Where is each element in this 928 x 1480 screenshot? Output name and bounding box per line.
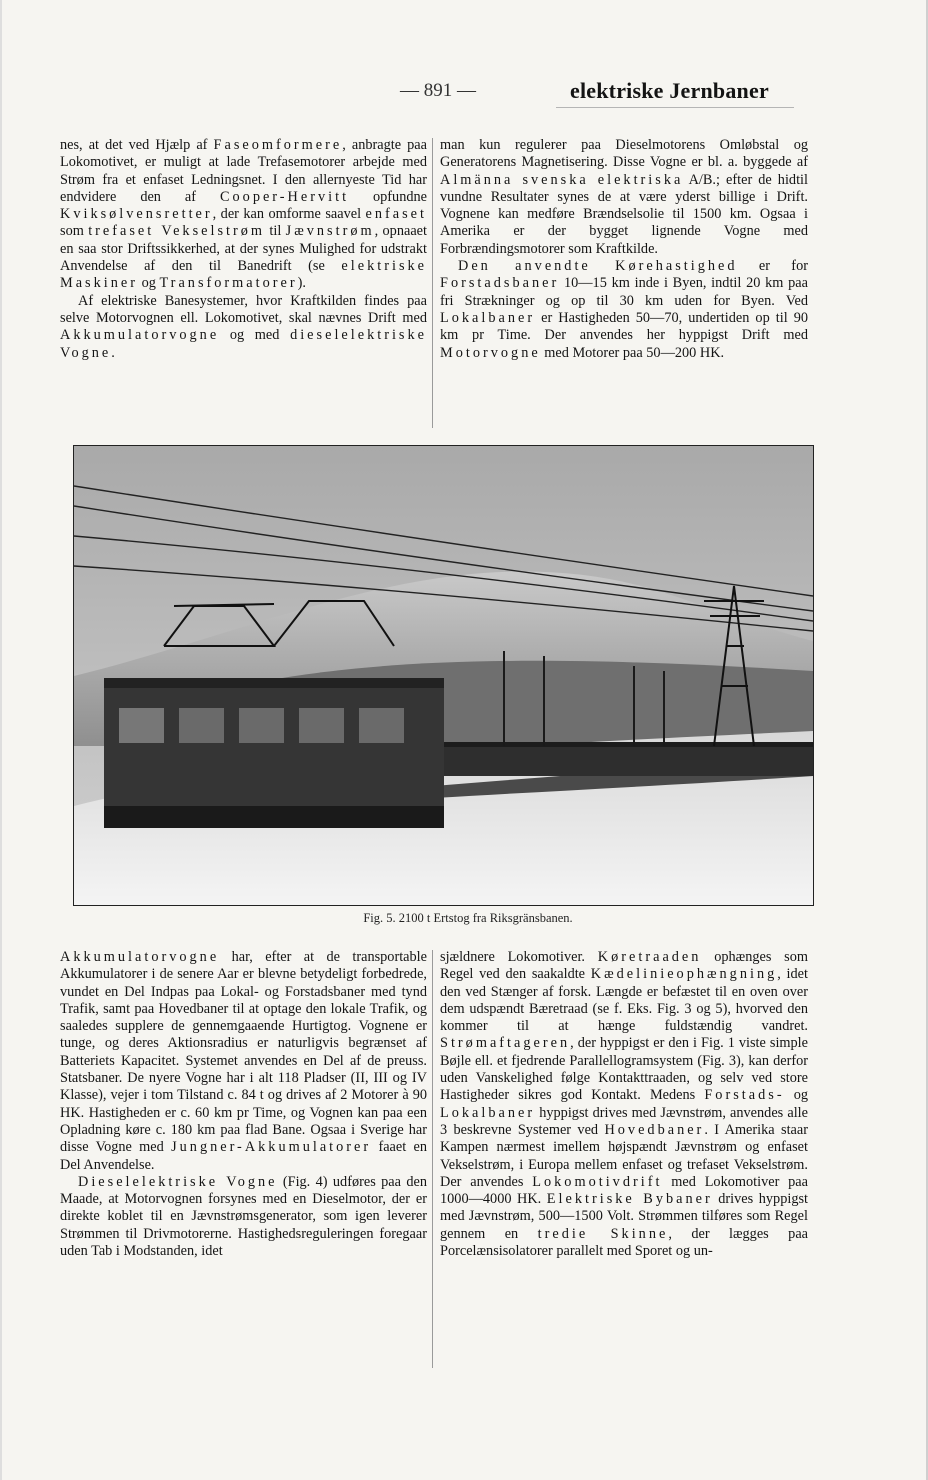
text-run: er for bbox=[737, 258, 808, 275]
spaced-term: Jungner-Akkumulatorer bbox=[171, 1139, 372, 1156]
text-run: , der kan omforme saavel bbox=[212, 206, 366, 223]
running-head-title: elektriske Jernbaner bbox=[570, 78, 769, 103]
paragraph bbox=[60, 949, 427, 1174]
spaced-term: Forstads- bbox=[704, 1087, 785, 1104]
text-run: 10—15 km inde i Byen, indtil 20 km paa fri Strækninger og op til 30 km uden for Byen. Ved bbox=[440, 275, 808, 309]
paragraph bbox=[60, 293, 427, 362]
figure-caption: Fig. 5. 2100 t Ertstog fra Riksgränsbanen. bbox=[363, 911, 573, 925]
spaced-term: Motorvogne bbox=[440, 344, 541, 361]
text-run: har, efter at de transportable Akkumulatorer i de senere Aar er blevne betydeligt forbedrede, vundet en Del Indpas paa Lokal- og Forstadsbaner med tynd Trafik, samt paa Hovedbaner til at optage den lokale Trafik, og saaledes supplere de gennemgaaende Hurtigtog. Vognene er tunge, og deres Aktionsradius er naturligvis begrænset af Batteriets Kapacitet. Systemet anvendes en Del af de preuss. Statsbaner. De nyere Vogne har i alt 118 Pladser (II, III og IV Klasse), vejer i tom Tilstand c. 84 t og drives af 2 Motorer à 90 HK. Hastigheden er c. 60 km pr Time, og Vognen kan paa een Opladning køre c. 180 km paa flad Bane. Ogsaa i Sverige har disse Vogne med bbox=[60, 949, 427, 1156]
spaced-term: Dieselelektriske Vogne bbox=[78, 1173, 278, 1190]
text-run: Af elektriske Banesystemer, hvor Kraftkilden findes paa selve Motorvognen ell. Lokomotivet, skal nævnes Drift med bbox=[60, 292, 427, 326]
text-run: opfundne bbox=[349, 188, 427, 205]
column-divider-top bbox=[432, 138, 433, 428]
text-run: og med bbox=[219, 327, 291, 344]
text-run: . bbox=[111, 344, 115, 361]
text-run: til bbox=[265, 223, 286, 240]
spaced-term: Kviksølvensretter bbox=[60, 206, 213, 223]
spaced-term: Cooper-Hervitt bbox=[219, 188, 350, 205]
text-run: ophænges som Regel ved den saakaldte bbox=[440, 949, 809, 983]
text-run: og bbox=[784, 1087, 808, 1104]
column-bottom-left bbox=[60, 949, 427, 1260]
text-run: som bbox=[60, 223, 89, 240]
paragraph bbox=[60, 137, 427, 293]
spaced-term: Almänna svenska elektriska bbox=[440, 171, 684, 188]
text-run: , idet den ved Stænger af forsk. Længde er befæstet til en oven over dem udspændt Bæretraad (se f. Eks. Fig. 3 og 5), hvorved den kommer til at hænge fuldstændig vandret. bbox=[440, 966, 808, 1035]
spaced-term: dieselelektriske Vogne bbox=[60, 327, 427, 361]
spaced-term: Faseomformere bbox=[213, 137, 343, 153]
text-run: , der hyppigst er den i Fig. 1 viste simple Bøjle ell. et fjedrende Parallellogramsystem (Fig. 3), kan derfor uden Vanskelighed følge Kontakttraaden, og selv ved store Hastigheder sikres god Kontakt. Medens bbox=[440, 1035, 808, 1104]
header-rule bbox=[556, 107, 794, 108]
figure-photo-ore-train bbox=[73, 445, 814, 906]
spaced-term: Lokalbaner bbox=[440, 309, 536, 326]
text-run: er Hastigheden 50—70, undertiden op til 90 km pr Time. Der anvendes her hyppigst Drift med bbox=[440, 309, 808, 344]
text-run: . I Amerika staar Kampen nærmest imellem højspændt Jævnstrøm og enfaset Vekselstrøm, i Europa mellem enfaset og trefaset Vekselstrøm. Der anvendes bbox=[440, 1121, 808, 1190]
electric-locomotive bbox=[104, 678, 444, 828]
spaced-term: tredie Skinne bbox=[537, 1225, 669, 1242]
text-run: , anbragte paa Lokomotivet, er muligt at lade Trefasemotorer arbejde med Strøm fra et enfaset Ledningsnet. I den allernyeste Tid har endvidere den af bbox=[60, 137, 427, 205]
text-run: med Motorer paa 50—200 HK. bbox=[540, 344, 725, 361]
paragraph bbox=[60, 1174, 427, 1260]
text-run: og bbox=[138, 275, 160, 292]
text-run: sjældnere Lokomotiver. bbox=[440, 949, 598, 965]
paragraph bbox=[440, 137, 808, 258]
spaced-term: Akkumulatorvogne bbox=[60, 327, 220, 344]
column-top-left bbox=[60, 137, 427, 362]
spaced-term: elektriske Maskiner bbox=[60, 258, 427, 292]
spaced-term: Forstadsbaner bbox=[440, 275, 560, 292]
text-run: drives hyppigst med Jævnstrøm, 500—1500 Volt. Strømmen tilføres som Regel gennem en bbox=[440, 1191, 808, 1242]
text-run: med Lokomotiver paa 1000—4000 HK. bbox=[440, 1173, 809, 1208]
spaced-term: Lokalbaner bbox=[440, 1104, 536, 1121]
text-run: , opnaaet en saa stor Driftssikkerhed, at der synes Mulighed for udstrakt Anvendelse af den til Banedrift (se bbox=[60, 223, 427, 275]
spaced-term: trefaset Vekselstrøm bbox=[88, 223, 266, 240]
paragraph bbox=[440, 949, 808, 1260]
paragraph bbox=[440, 258, 808, 362]
spaced-term: Strømaftageren bbox=[440, 1035, 571, 1052]
spaced-term: Køretraaden bbox=[597, 949, 702, 965]
text-run: faaet en Del Anvendelse. bbox=[60, 1139, 427, 1173]
page-number: — 891 — bbox=[400, 80, 476, 101]
text-run: ). bbox=[297, 275, 306, 292]
photo-illustration bbox=[74, 446, 813, 905]
spaced-term: enfaset bbox=[365, 206, 427, 223]
spaced-term: Jævnstrøm bbox=[285, 223, 375, 240]
ore-wagons bbox=[434, 742, 813, 776]
spaced-term: Lokomotivdrift bbox=[532, 1173, 663, 1190]
spaced-term: Transformatorer bbox=[159, 275, 298, 292]
spaced-term: Hovedbaner bbox=[604, 1121, 705, 1138]
spaced-term: Den anvendte Kørehastighed bbox=[458, 258, 738, 275]
text-run: hyppigst drives med Jævnstrøm, anvendes alle 3 beskrevne Systemer ved bbox=[440, 1104, 808, 1138]
text-run: nes, at det ved Hjælp af bbox=[60, 137, 214, 153]
column-top-right bbox=[440, 137, 808, 362]
scan-edge-left bbox=[0, 0, 2, 1480]
text-run: , der lægges paa Porcelænsisolatorer parallelt med Sporet og un- bbox=[440, 1225, 809, 1260]
text-run: man kun regulerer paa Dieselmotorens Omløbstal og Generatorens Magnetisering. Disse Vogne er bl. a. byggede af bbox=[440, 137, 808, 171]
spaced-term: Elektriske Bybaner bbox=[546, 1191, 713, 1208]
text-run: (Fig. 4) udføres paa den Maade, at Motorvognen forsynes med en Dieselmotor, der er direkte koblet til en Jævnstrømsgenerator, som igen leverer Strømmen til Drivmotorerne. Hastighedsreguleringen foregaar uden Tab i Modstanden, idet bbox=[60, 1173, 428, 1260]
text-run: A/B.; efter de hidtil vundne Resultater synes de at være yderst billige i Drift. Vognene kan medføre Brændselsolie til 1500 km. Ogsaa i Amerika er der bygget lignende Vogne med Forbrændingsmotorer som Kraftkilde. bbox=[440, 171, 808, 257]
column-divider-bottom bbox=[432, 950, 433, 1368]
column-bottom-right bbox=[440, 949, 808, 1260]
spaced-term: Akkumulatorvogne bbox=[60, 949, 220, 965]
spaced-term: Kædelinieophængning bbox=[590, 966, 778, 983]
